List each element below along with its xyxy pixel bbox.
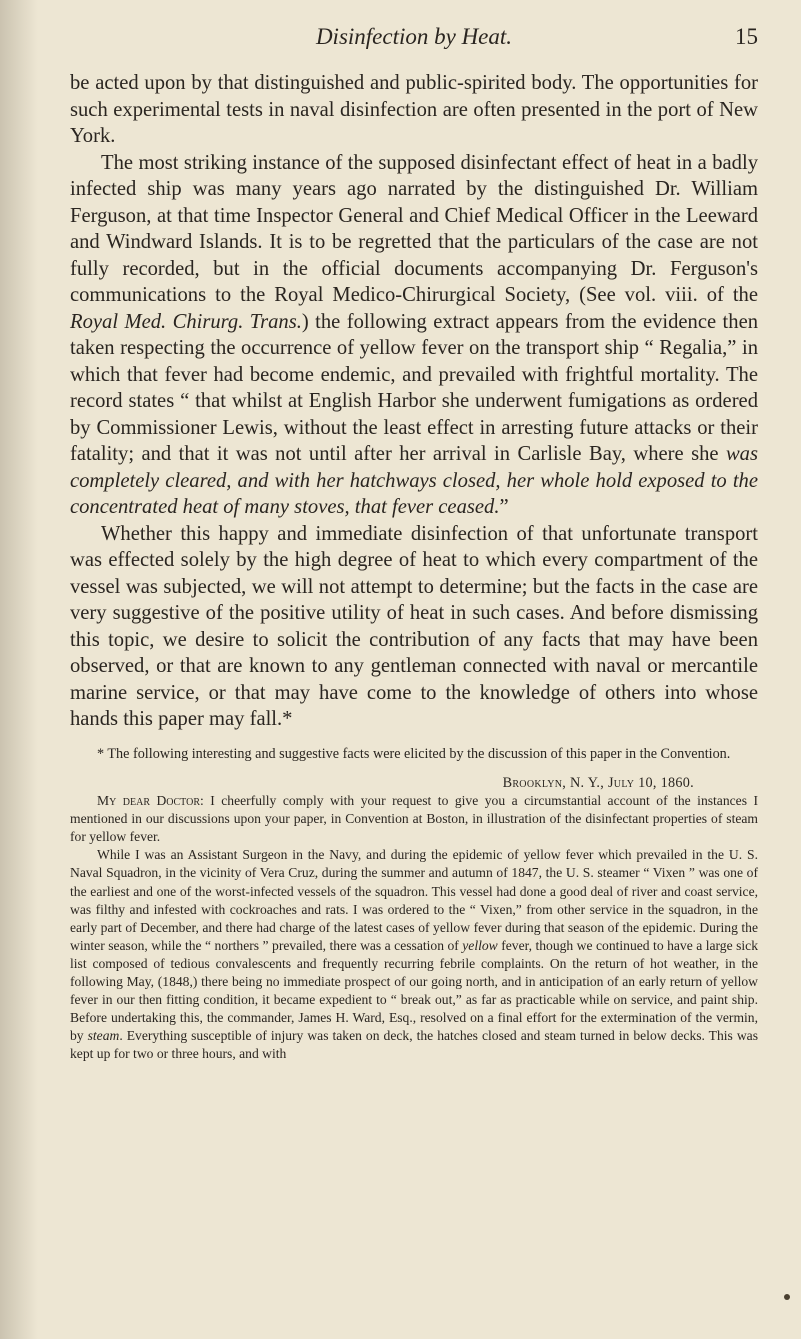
quoted-record-italic: was completely cleared, and with her hatchways closed, her whole hold exposed to the concentrated heat of many stoves, that fever ceased. — [70, 443, 758, 518]
letter-paragraph-1 — [70, 792, 758, 846]
page-header — [70, 14, 758, 70]
page-edge-shadow — [0, 0, 38, 1339]
book-page — [70, 14, 758, 1064]
running-title: Disinfection by Heat. — [315, 24, 513, 49]
footnote-note: * The following interesting and suggestive facts were elicited by the discussion of this paper in the Convention. — [97, 745, 731, 762]
paragraph-2-text-a: The most striking instance of the supposed disinfectant effect of heat in a badly infected ship was many years ago narrated by the distinguished Dr. William Ferguson, at that time Inspector General and Chief Medical Officer in the Leeward and Windward Islands. It is to be regretted that the particulars of the case are not fully recorded, but in the official documents accompanying Dr. Ferguson's communications to the Royal Medico-Chirurgical Society, (See vol. viii. of the — [70, 151, 758, 306]
letter-paragraph-2 — [70, 846, 758, 1063]
paragraph-2-close: ” — [499, 496, 509, 518]
margin-speck — [784, 1294, 790, 1300]
letter-paragraph-2-text-c: . Everything susceptible of injury was taken on deck, the hatches closed and steam turned in below decks. This was kept up for two or three hours, and with — [70, 1028, 758, 1062]
letter-italic-steam: steam — [87, 1028, 120, 1044]
letter-paragraph-1-text: I cheerfully comply with your request to give you a circumstantial account of the instances I mentioned in our discussions upon your paper, in Convention at Boston, in illustration of the disinfectant properties of steam for yellow fever. — [70, 793, 758, 845]
paragraph-2-text-b: ) the following extract appears from the evidence then taken respecting the occurrence of yellow fever on the transport ship “ Regalia,” in which that fever had become endemic, and prevailed with frightful mortality. The record states “ that whilst at English Harbor she underwent fumigations as ordered by Commissioner Lewis, without the least effect in arresting future attacks or their fatality; and that it was not until after her arrival in Carlisle Bay, where she — [70, 310, 759, 465]
letter-salutation: My dear Doctor: — [97, 793, 204, 809]
letter-paragraph-2-text-b: fever, though we continued to have a large sick list composed of tedious convalescents and frequently recurring febrile complaints. On the return of hot weather, in the following May, (1848,) there being no immediate prospect of our going north, and in anticipation of an early return of yellow fever in our then fitting condition, it became expedient to “ break out,” as far as practicable while on service, and paint ship. Before undertaking this, the commander, James H. Ward, Esq., resolved on a final effort for the extermination of the vermin, by — [70, 937, 758, 1044]
paragraph-1: be acted upon by that distinguished and public-spirited body. The opportunities for such experimental tests in naval disinfection are often presented in the port of New York. — [70, 72, 758, 147]
journal-title: Royal Med. Chirurg. Trans. — [70, 310, 302, 333]
page-number: 15 — [735, 24, 758, 49]
letter-italic-yellow: yellow — [462, 937, 498, 953]
letter-dateline: Brooklyn, N. Y., July 10, 1860. — [502, 775, 694, 792]
footnote-separator — [70, 733, 758, 745]
letter-paragraph-2-text-a: While I was an Assistant Surgeon in the Navy, and during the epidemic of yellow fever which prevailed in the U. S. Naval Squadron, in the vicinity of Vera Cruz, during the summer and autumn of 1847, the U. S. steamer “ Vixen ” was one of the earliest and one of the worst-infected vessels of the squadron. This vessel had done a good deal of river and coast service, was filthy and infested with cockroaches and rats. I was ordered to the “ Vixen,” from other service in the squadron, in the early part of December, and there had charge of the latest cases of yellow fever during that season of the epidemic. During the winter season, while the “ northers ” prevailed, there was a cessation of — [70, 847, 758, 953]
paragraph-2 — [70, 150, 758, 521]
paragraph-3: Whether this happy and immediate disinfection of that unfortunate transport was effected solely by the high degree of heat to which every compartment of the vessel was subjected, we will not attempt to determine; but the facts in the case are very suggestive of the positive utility of heat in such cases. And before dismissing this topic, we desire to solicit the contribution of any facts that may have been observed, or that are known to any gentleman connected with naval or mercantile marine service, or that may have come to the knowledge of others into whose hands this paper may fall.* — [70, 522, 758, 730]
